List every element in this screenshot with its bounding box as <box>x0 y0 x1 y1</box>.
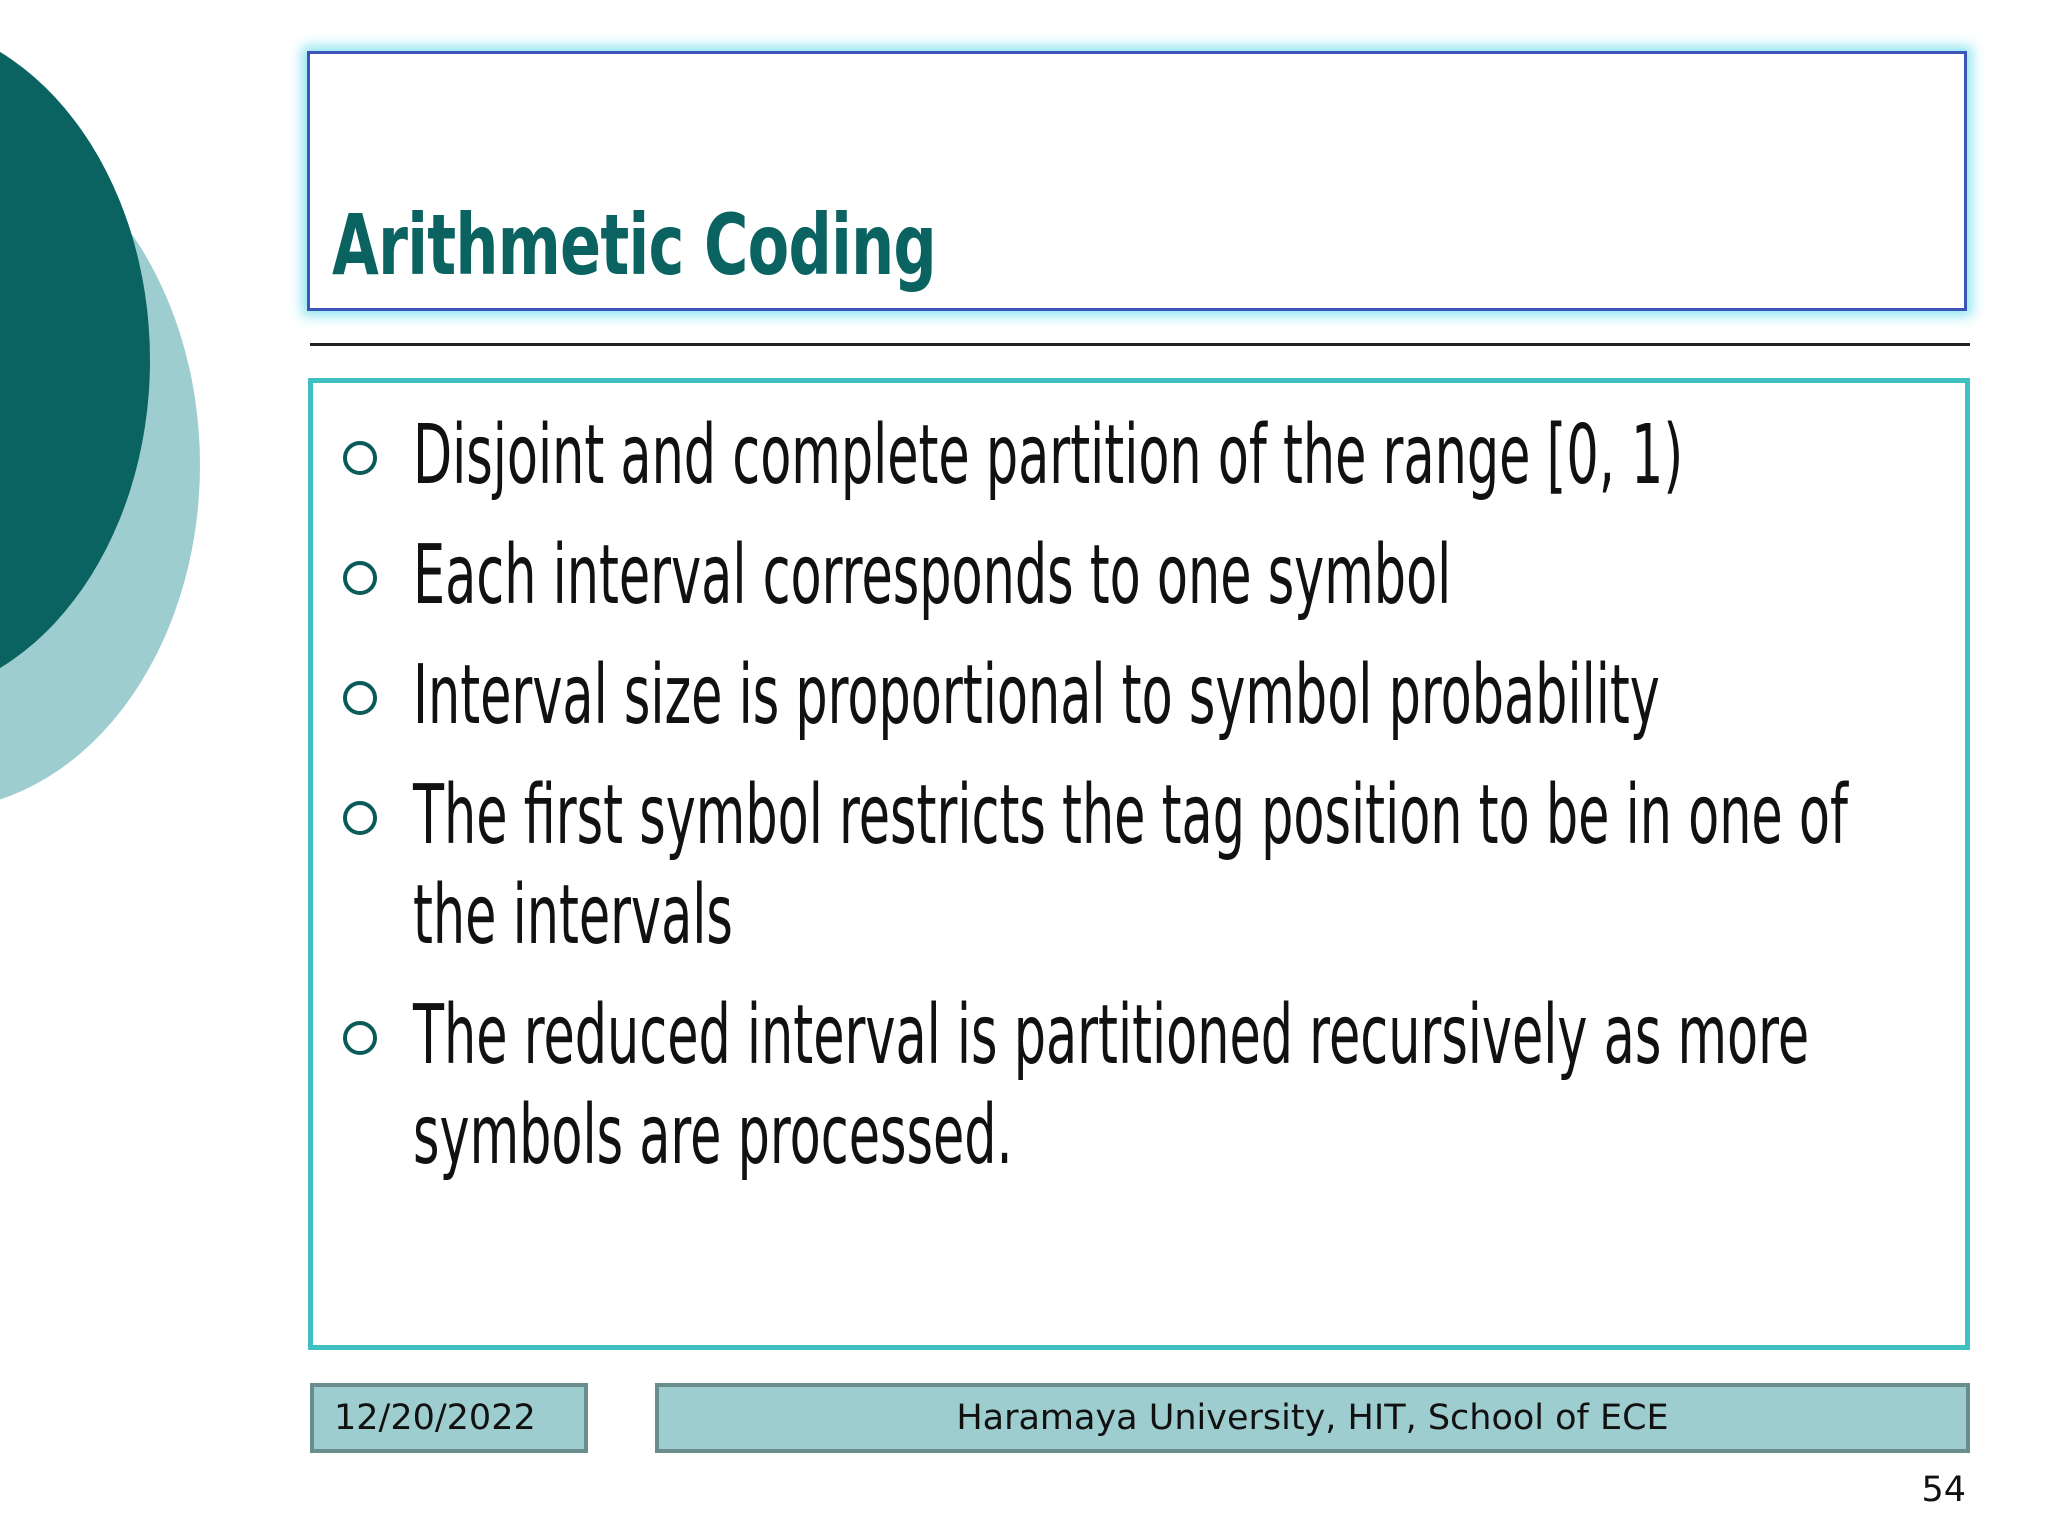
bullet-text: Interval size is proportional to symbol probability <box>413 648 1660 743</box>
title-box <box>307 51 1967 311</box>
bullet-circle-icon <box>343 561 377 595</box>
content-box <box>308 378 1970 1350</box>
bullet-circle-icon <box>343 801 377 835</box>
bullet-text-continuation: symbols are processed. <box>413 1088 1013 1183</box>
footer-date: 12/20/2022 <box>310 1383 588 1453</box>
page-number: 54 <box>1921 1470 1966 1510</box>
bullet-text: The reduced interval is partitioned recursively as more <box>413 988 1810 1083</box>
bullet-circle-icon <box>343 681 377 715</box>
slide-title: Arithmetic Coding <box>332 196 936 294</box>
footer-organization: Haramaya University, HIT, School of ECE <box>655 1383 1970 1453</box>
bullet-text: The first symbol restricts the tag position to be in one of <box>413 768 1848 863</box>
title-divider <box>310 343 1970 346</box>
bullet-text-continuation: the intervals <box>413 868 733 963</box>
bullet-text: Disjoint and complete partition of the range [0, 1) <box>413 408 1684 503</box>
bullet-circle-icon <box>343 441 377 475</box>
bullet-text: Each interval corresponds to one symbol <box>413 528 1452 623</box>
bullet-circle-icon <box>343 1021 377 1055</box>
